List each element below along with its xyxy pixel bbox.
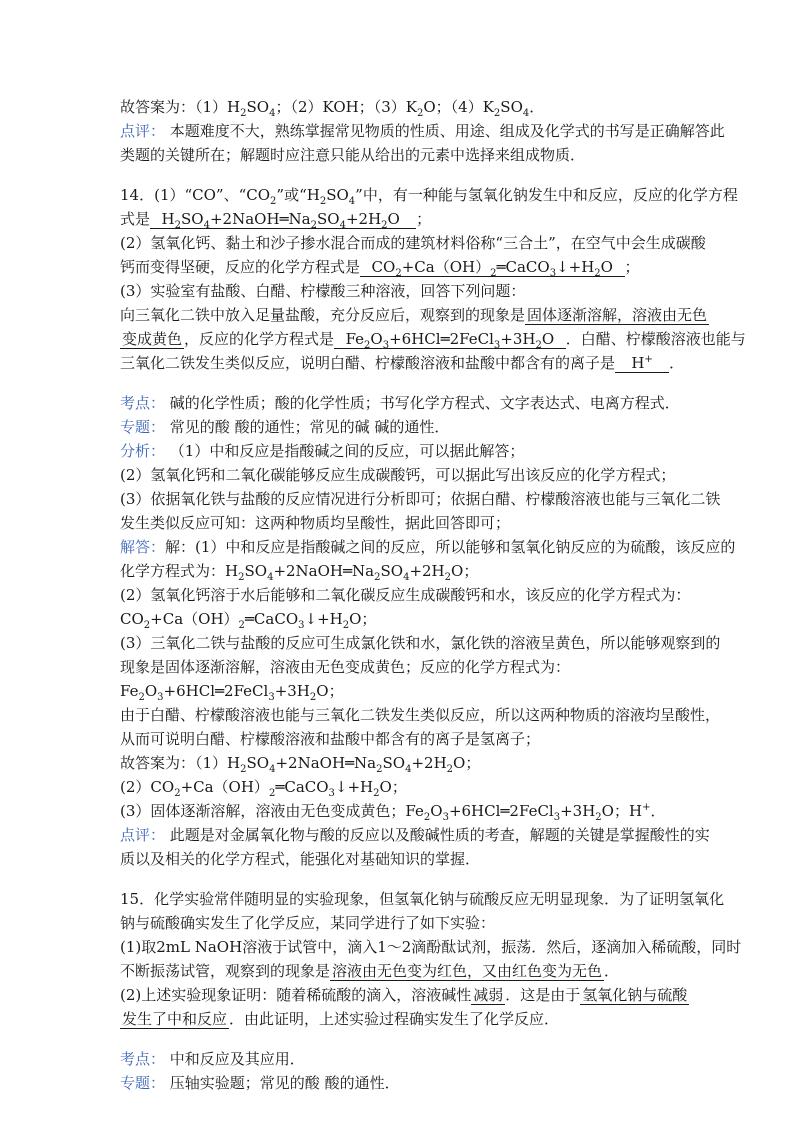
review-label: 点评： xyxy=(120,122,166,140)
q14-line-1: 14．(1）“CO”、“$CO_2$”或“$H_2SO_4$”中，有一种能与氢氧化钠发生中和反应，反应的化学方程 xyxy=(120,186,738,207)
fenxi-label: 分析： xyxy=(120,442,166,460)
q14-line-6: 向三氧化二铁中放入足量盐酸，充分反应后，观察到的现象是 固体逐渐溶解，溶液由无色 xyxy=(120,306,708,324)
q14-answer-blank-3a: 固体逐渐溶解，溶液由无色 xyxy=(527,306,708,324)
q14-answer-blank-4: $Fe_2O_3+6HCl═2FeCl_3+3H_2O$ xyxy=(336,330,564,351)
q15-kaodian: 考点： 中和反应及其应用． xyxy=(120,1050,305,1068)
prev-review-line-1: 点评： 本题难度不大，熟练掌握常见物质的性质、用途、组成及化学式的书写是正确解答此 xyxy=(120,122,725,140)
prev-review-line-2: 类题的关键所在；解题时应注意只能从给出的元素中选择来组成物质． xyxy=(120,146,586,164)
q14-jieda-2: 化学方程式为：$H_2SO_4+2NaOH═Na_2SO_4+2H_2O$； xyxy=(120,562,479,583)
q14-jieda-1: 解答：解：(1）中和反应是指酸碱之间的反应，所以能够和氢氧化钠反应的为硫酸，该反应的 xyxy=(120,538,736,556)
q14-final-answer-3: (3）固体逐渐溶解，溶液由无色变成黄色；$Fe_2O_3+6HCl═2FeCl_3+3H_2O$；H+． xyxy=(120,802,666,823)
q15-line-4: 不断振荡试管，观察到的现象是 溶液由无色变为红色，又由红色变为无色 ． xyxy=(120,962,620,980)
q15-line-2: 钠与硫酸确实发生了化学反应，某同学进行了如下实验： xyxy=(120,914,496,932)
zhuanti-label: 专题： xyxy=(120,418,166,436)
q15-answer-blank-3b: 发生了中和反应 xyxy=(122,1010,228,1028)
q14-line-3: (2）氢氧化钙、黏土和沙子掺水混合而成的建筑材料俗称“三合土”，在空气中会生成碳酸 xyxy=(120,234,706,252)
q14-review-1: 点评： 此题是对金属氧化物与酸的反应以及酸碱性质的考查，解题的关键是掌握酸性的实 xyxy=(120,826,710,844)
q14-final-answer-2: $(2)CO_2+Ca(OH)_2═CaCO_3↓+H_2O$； xyxy=(120,778,407,799)
q14-line-5: (3）实验室有盐酸、白醋、柠檬酸三种溶液，回答下列问题： xyxy=(120,282,526,300)
q14-jieda-9: 从而可说明白醋、柠檬酸溶液和盐酸中都含有的离子是氢离子； xyxy=(120,730,541,748)
q14-answer-blank-2: $CO_2+Ca(OH)_2═CaCO_3↓+H_2O$ xyxy=(362,258,623,279)
q14-kaodian: 考点： 碱的化学性质；酸的化学性质；书写化学方程式、文字表达式、电离方程式． xyxy=(120,394,680,412)
q14-fenxi-2: (2）氢氧化钙和二氧化碳能够反应生成碳酸钙，可以据此写出该反应的化学方程式； xyxy=(120,466,676,484)
q14-jieda-6: 现象是固体逐渐溶解，溶液由无色变成黄色；反应的化学方程式为： xyxy=(120,658,571,676)
jieda-label: 解答： xyxy=(120,538,166,556)
q15-answer-blank-3a: 氢氧化钠与硫酸 xyxy=(582,986,688,1004)
q14-fenxi-3: (3）依据氧化铁与盐酸的反应情况进行分析即可；依据白醋、柠檬酸溶液也能与三氧化二铁 xyxy=(120,490,721,508)
q14-jieda-5: (3）三氧化二铁与盐酸的反应可生成氯化铁和水，氯化铁的溶液呈黄色，所以能够观察到的 xyxy=(120,634,721,652)
q15-answer-blank-1: 溶液由无色变为红色，又由红色变为无色 xyxy=(332,962,603,980)
review-label: 点评： xyxy=(120,826,166,844)
q14-answer-blank-3b: 变成黄色 xyxy=(122,330,183,348)
q14-line-7: 变成黄色 ，反应的化学方程式是 $Fe_2O_3+6HCl═2FeCl_3+3H_2O$ ．白醋、柠檬酸溶液也能与 xyxy=(122,330,746,351)
q14-jieda-8: 由于白醋、柠檬酸溶液也能与三氧化二铁发生类似反应，所以这两种物质的溶液均呈酸性， xyxy=(120,706,721,724)
q14-jieda-4: $CO_2+Ca(OH)_2═CaCO_3↓+H_2O$； xyxy=(120,610,377,631)
q14-line-8: 三氧化二铁发生类似反应，说明白醋、柠檬酸溶液和盐酸中都含有的离子是 H+ ． xyxy=(120,354,685,372)
q14-line-4: 钙而变得坚硬，反应的化学方程式是 $CO_2+Ca(OH)_2═CaCO_3↓+H_2O$ ； xyxy=(120,258,640,279)
q15-line-5: (2)上述实验现象证明：随着稀硫酸的滴入，溶液碱性 减弱 ．这是由于 氢氧化钠与硫酸 xyxy=(120,986,688,1004)
q15-line-3: (1)取2mL NaOH溶液于试管中，滴入1～2滴酚酞试剂，振荡．然后，逐滴加入稀硫酸，同时 xyxy=(120,938,742,956)
q14-answer-blank-5: H+ xyxy=(615,354,669,373)
prev-answer-line: 故答案为：$(1)H_2SO_4$；（2）KOH；$(3)K_2O$；$(4)K_2SO_4$． xyxy=(120,98,545,119)
q14-fenxi-1: 分析： （1）中和反应是指酸碱之间的反应，可以据此解答； xyxy=(120,442,525,460)
q15-line-1: 15．化学实验常伴随明显的实验现象，但氢氧化钠与硫酸反应无明显现象．为了证明氢氧化 xyxy=(120,890,725,908)
q14-answer-blank-1: $H_2SO_4+2NaOH═Na_2SO_4+2H_2O$ xyxy=(152,210,415,231)
q14-jieda-7: $Fe_2O_3+6HCl═2FeCl_3+3H_2O$； xyxy=(120,682,344,703)
zhuanti-label: 专题： xyxy=(120,1074,166,1092)
q15-line-6: 发生了中和反应 ．由此证明，上述实验过程确实发生了化学反应． xyxy=(122,1010,560,1028)
kaodian-label: 考点： xyxy=(120,394,166,412)
q14-final-answer-1: 故答案为：$(1)H_2SO_4+2NaOH═Na_2SO_4+2H_2O$； xyxy=(120,754,481,775)
q14-line-2: 式是 $H_2SO_4+2NaOH═Na_2SO_4+2H_2O$ ； xyxy=(120,210,432,231)
q14-jieda-3: (2）氢氧化钙溶于水后能够和二氧化碳反应生成碳酸钙和水，该反应的化学方程式为： xyxy=(120,586,691,604)
q15-answer-blank-2: 减弱 xyxy=(473,986,504,1004)
q14-review-2: 质以及相关的化学方程式，能强化对基础知识的掌握． xyxy=(120,850,481,868)
kaodian-label: 考点： xyxy=(120,1050,166,1068)
q14-fenxi-4: 发生类似反应可知：这两种物质均呈酸性，据此回答即可； xyxy=(120,514,511,532)
q15-zhuanti: 专题： 压轴实验题；常见的酸 酸的通性． xyxy=(120,1074,400,1092)
q14-zhuanti: 专题： 常见的酸 酸的通性；常见的碱 碱的通性． xyxy=(120,418,450,436)
